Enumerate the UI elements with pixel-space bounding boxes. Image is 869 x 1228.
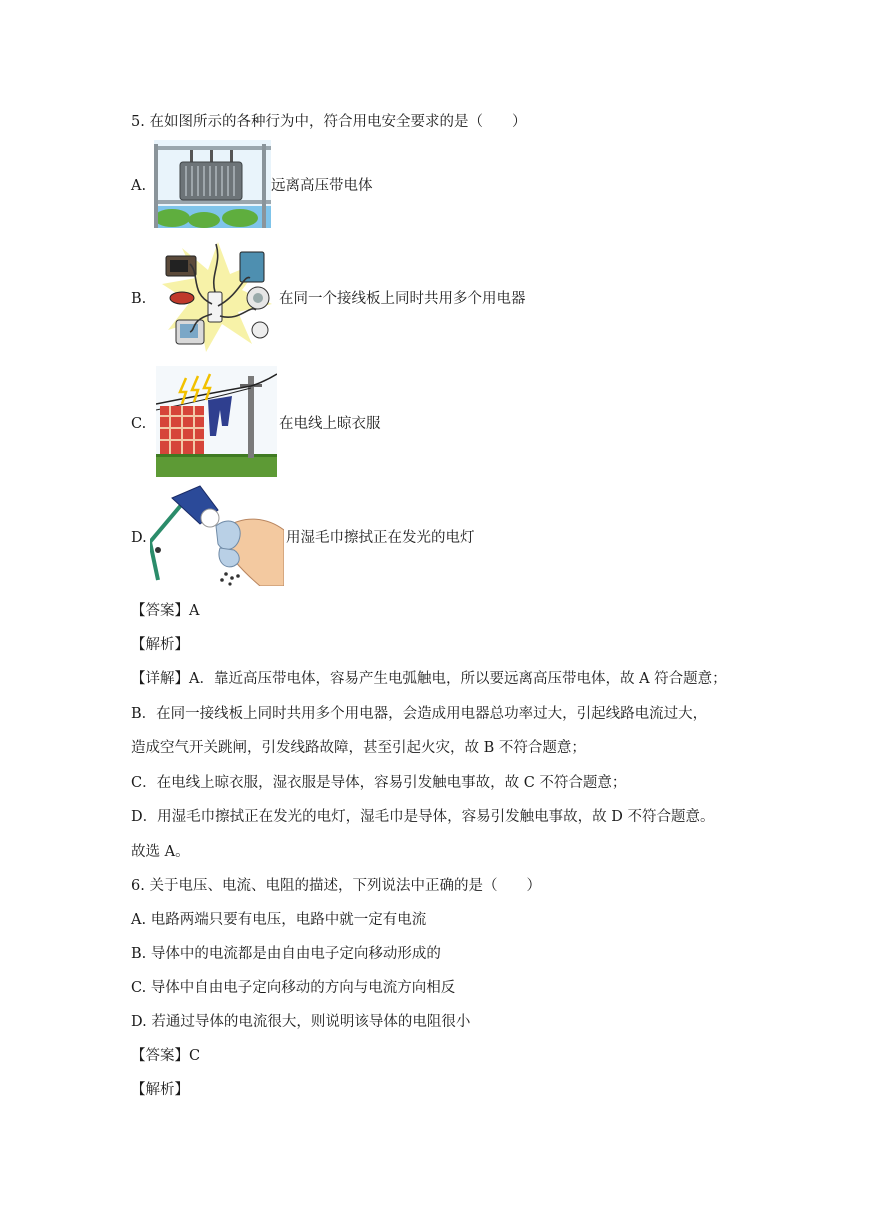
option-b-text: 在同一个接线板上同时共用多个用电器 [279,291,526,307]
analysis-label-6: 【解析】 [131,1082,189,1098]
option-c-letter: C. [131,416,147,432]
option-c-text: 在电线上晾衣服 [279,416,381,432]
explanation-line-4: C．在电线上晾衣服，湿衣服是导体，容易引发触电事故，故 C 不符合题意； [131,775,627,791]
q6-option-a: A. 电路两端只要有电压，电路中就一定有电流 [131,912,427,928]
option-a-letter: A. [131,178,147,194]
explanation-line-2: B．在同一接线板上同时共用多个用电器，会造成用电器总功率过大，引起线路电流过大， [131,706,708,722]
explanation-line-6: 故选 A。 [131,844,190,860]
wet-towel-lamp-picture [150,484,284,586]
explanation-line-3: 造成空气开关跳闸，引发线路故障，甚至引起火灾，故 B 不符合题意； [131,740,586,756]
question-6-stem: 6. 关于电压、电流、电阻的描述，下列说法中正确的是（ ） [131,878,541,894]
answer-6: 【答案】C [131,1048,201,1064]
q6-option-b: B. 导体中的电流都是由自由电子定向移动形成的 [131,946,441,962]
option-d-letter: D. [131,530,147,546]
option-d-text: 用湿毛巾擦拭正在发光的电灯 [286,530,475,546]
option-b-letter: B. [131,291,147,307]
option-a-text: 远离高压带电体 [271,178,373,194]
analysis-label-5: 【解析】 [131,637,189,653]
explanation-line-5: D．用湿毛巾擦拭正在发光的电灯，湿毛巾是导体，容易引发触电事故，故 D 不符合题意。 [131,809,715,825]
explanation-line-1: 【详解】A．靠近高压带电体，容易产生电弧触电，所以要远离高压带电体，故 A 符合题意； [131,671,727,687]
high-voltage-transformer-picture [154,140,271,228]
q6-option-d: D. 若通过导体的电流很大，则说明该导体的电阻很小 [131,1014,471,1030]
q6-option-c: C. 导体中自由电子定向移动的方向与电流方向相反 [131,980,456,996]
answer-5: 【答案】A [131,603,200,619]
question-5-stem: 5. 在如图所示的各种行为中，符合用电安全要求的是（ ） [131,114,527,130]
clothes-on-power-line-picture [156,366,277,477]
overloaded-power-strip-picture [160,234,276,358]
